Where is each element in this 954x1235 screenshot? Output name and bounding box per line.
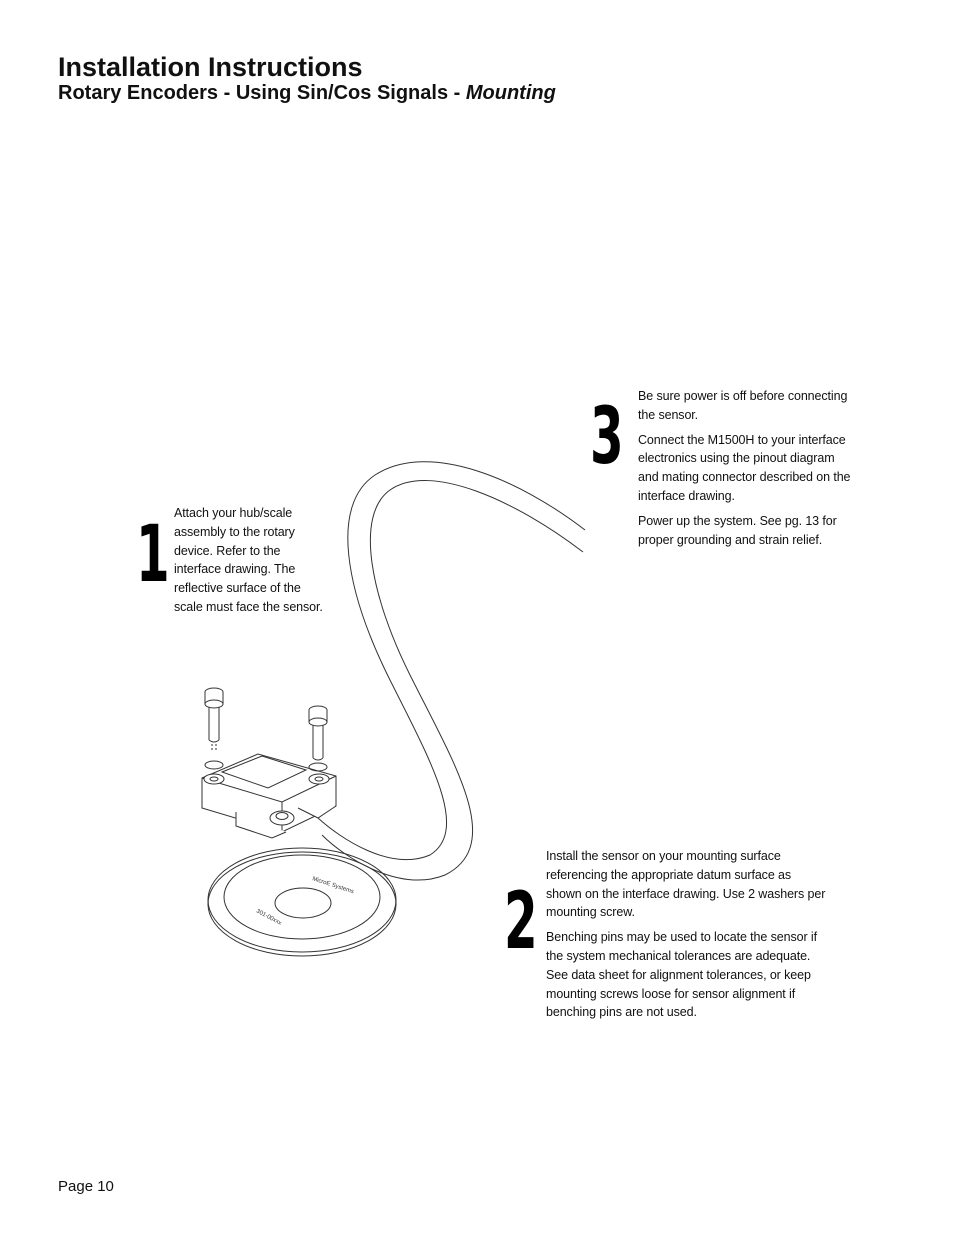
step-2-paragraph-2: Benching pins may be used to locate the sensor if the system mechanical tolerances are adequate. See data sheet for alignment tolerances, or keep mounting screws loose for sensor alignment if benching pins are not used. [546,930,817,1020]
washer-left [205,761,223,769]
step-number-1: 1 [136,510,170,600]
step-number-2: 2 [504,877,538,967]
step-3-paragraph-1: Be sure power is off before connecting the sensor. [638,389,848,422]
page-title: Installation Instructions [58,52,363,82]
scale-disk [208,848,396,956]
subtitle-italic: Mounting [465,82,556,104]
page-number: Page 10 [58,1178,114,1195]
step-1-paragraph-1: Attach your hub/scale assembly to the rotary device. Refer to the interface drawing. The reflective surface of the scale must face the sensor. [174,506,323,614]
step-3-paragraph-3: Power up the system. See pg. 13 for proper grounding and strain relief. [638,513,837,547]
cable-outer [318,462,585,860]
step-2-paragraph-1: Install the sensor on your mounting surface referencing the appropriate datum surface as shown on the interface drawing. Use 2 washers per mounting screw. [546,849,826,920]
cable-inner [322,481,583,880]
screw-left [205,688,223,752]
screw-right [309,706,327,760]
scale-label-brand: MicroE Systems [311,876,355,896]
scale-label-part: 301-00xxx [255,908,283,927]
subtitle-main: Rotary Encoders - Using Sin/Cos Signals - [58,82,466,104]
step-3-paragraph-2: Connect the M1500H to your interface electronics using the pinout diagram and mating connector described on the interface drawing. [638,432,851,503]
step-3-text [638,387,856,555]
step-1-text [174,504,324,623]
step-2-text [546,847,826,1028]
step-number-3: 3 [590,392,624,482]
washer-right [309,763,327,771]
